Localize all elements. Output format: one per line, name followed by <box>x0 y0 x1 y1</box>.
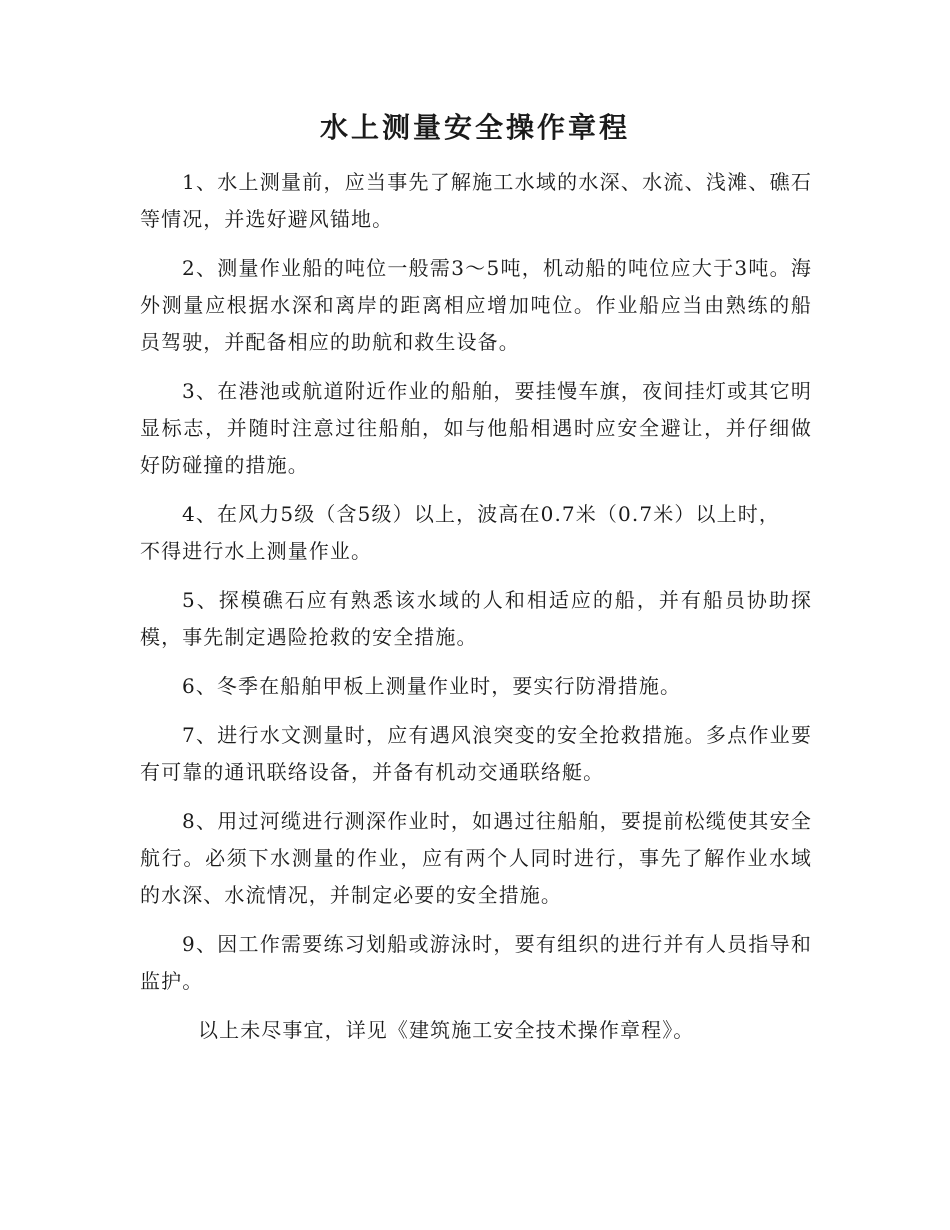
document-body <box>140 164 812 1061</box>
paragraph-5: 5、探模礁石应有熟悉该水域的人和相适应的船，并有船员协助探模，事先制定遇险抢救的安全措施。 <box>140 588 812 649</box>
paragraph-9: 9、因工作需要练习划船或游泳时，要有组织的进行并有人员指导和监护。 <box>140 932 812 993</box>
paragraph-2: 2、测量作业船的吨位一般需3～5吨，机动船的吨位应大于3吨。海外测量应根据水深和离岸的距离相应增加吨位。作业船应当由熟练的船员驾驶，并配备相应的助航和救生设备。 <box>140 256 812 354</box>
paragraph-6: 6、冬季在船舶甲板上测量作业时，要实行防滑措施。 <box>182 674 682 698</box>
paragraph-4: 4、在风力5级（含5级）以上，波高在0.7米（0.7米）以上时，不得进行水上测量作业。 <box>140 502 780 563</box>
paragraph-8: 8、用过河缆进行测深作业时，如遇过往船舶，要提前松缆使其安全航行。必须下水测量的作业，应有两个人同时进行，事先了解作业水域的水深、水流情况，并制定必要的安全措施。 <box>140 809 812 907</box>
paragraph-3: 3、在港池或航道附近作业的船舶，要挂慢车旗，夜间挂灯或其它明显标志，并随时注意过往船舶，如与他船相遇时应安全避让，并仔细做好防碰撞的措施。 <box>140 379 812 477</box>
paragraph-1: 1、水上测量前，应当事先了解施工水域的水深、水流、浅滩、礁石等情况，并选好避风锚地。 <box>140 170 812 231</box>
paragraph-7: 7、进行水文测量时，应有遇风浪突变的安全抢救措施。多点作业要有可靠的通讯联络设备，并备有机动交通联络艇。 <box>140 723 812 784</box>
closing-note: 以上未尽事宜，详见《建筑施工安全技术操作章程》。 <box>198 1018 695 1042</box>
document-title: 水上测量安全操作章程 <box>319 111 630 144</box>
